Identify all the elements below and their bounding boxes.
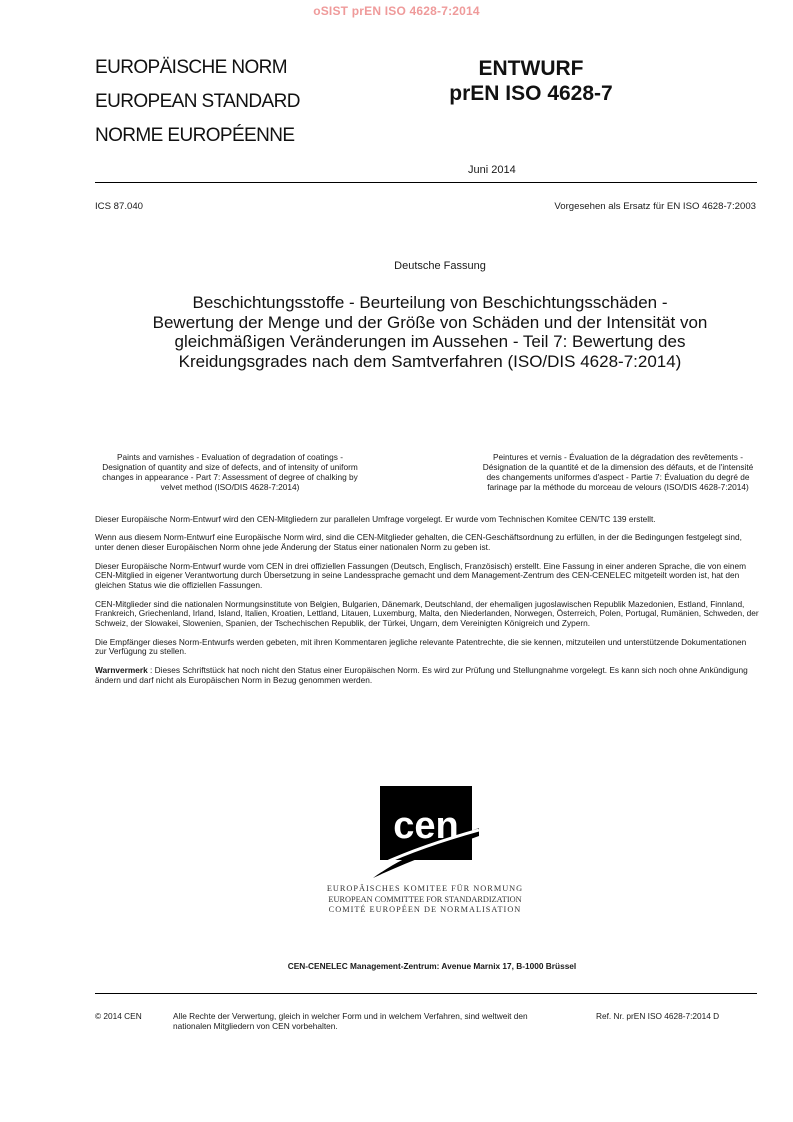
paragraph-regulations: Wenn aus diesem Norm-Entwurf eine Europäische Norm wird, sind die CEN-Mitglieder gehalten, die CEN-Geschäftsordnung zu erfüllen, in der die Bedingungen festgelegt sind, unter denen dieser Europäischen Norm ohne jede Änderung der Status einer nationalen Norm zu geben ist. xyxy=(95,532,742,553)
paragraph-enquiry: Dieser Europäische Norm-Entwurf wird den CEN-Mitgliedern zur parallelen Umfrage vorgelegt. Er wurde vom Technischen Komitee CEN/TC 139 erstellt. xyxy=(95,514,656,524)
publication-date: Juni 2014 xyxy=(468,164,516,176)
draft-number: prEN ISO 4628-7 xyxy=(449,82,613,105)
footer-divider xyxy=(95,993,757,994)
norm-label-de: EUROPÄISCHE NORM xyxy=(95,57,288,78)
committee-name-de: EUROPÄISCHES KOMITEE FÜR NORMUNG xyxy=(326,884,524,893)
notice-paragraphs xyxy=(95,515,760,694)
document-title-de: Beschichtungsstoffe - Beurteilung von Beschichtungsschäden - Bewertung der Menge und der Größe von Schäden und der Intensität von gleichmäßigen Veränderungen im Aussehen - Teil 7: Bewertung des Kreidungsgrades nach dem Samtverfahren (ISO/DIS 4628-7:2014) xyxy=(152,293,708,371)
header-divider xyxy=(95,182,757,183)
committee-name-en: EUROPEAN COMMITTEE FOR STANDARDIZATION xyxy=(328,894,522,904)
paragraph-members: CEN-Mitglieder sind die nationalen Normungsinstitute von Belgien, Bulgarien, Dänemark, Deutschland, der ehemaligen jugoslawischen Republik Mazedonien, Estland, Finnland, Frankreich, Griechenland, Irland, Island, Italien, Kroatien, Lettland, Litauen, Luxemburg, Malta, den Niederlanden, Norwegen, Österreich, Polen, Portugal, Rumänien, Schweden, der Schweiz, der Slowakei, Slowenien, Spanien, der Tschechischen Republik, der Türkei, Ungarn, dem Vereinigten Königreich und Zypern. xyxy=(95,598,759,629)
reference-number: Ref. Nr. prEN ISO 4628-7:2014 D xyxy=(596,1011,720,1021)
document-title-fr: Peintures et vernis - Évaluation de la dégradation des revêtements - Désignation de la quantité et de la dimension des défauts, et de l'intensité des changements uniformes d'aspect - Partie 7: Évaluation du degré de farinage par la méthode du morceau de velours (ISO/DIS 4628-7:2014) xyxy=(482,452,754,492)
paragraph-warning xyxy=(95,666,760,686)
cen-logo-icon xyxy=(373,786,479,878)
warning-label: Warnvermerk xyxy=(95,664,148,675)
norm-label-fr: NORME EUROPÉENNE xyxy=(95,125,295,146)
management-address: CEN-CENELEC Management-Zentrum: Avenue Marnix 17, B-1000 Brüssel xyxy=(287,961,577,971)
committee-name-fr: COMITÉ EUROPÉEN DE NORMALISATION xyxy=(328,905,522,914)
paragraph-patents: Die Empfänger dieses Norm-Entwurfs werden gebeten, mit ihren Kommentaren jegliche relevante Patentrechte, die sie kennen, mitzuteilen und unterstützende Dokumentationen zur Verfügung zu stellen. xyxy=(95,636,747,657)
paragraph-languages: Dieser Europäische Norm-Entwurf wurde vom CEN in drei offiziellen Fassungen (Deutsch, Englisch, Französisch) erstellt. Eine Fassung in einer anderen Sprache, die von einem CEN-Mitglied in eigener Verantwortung durch Übersetzung in seine Landessprache gemacht und dem Management-Zentrum des CEN-CENELEC mitgeteilt worden ist, hat den gleichen Status wie die offiziellen Fassungen. xyxy=(95,560,746,591)
committee-names xyxy=(290,884,560,916)
language-version: Deutsche Fassung xyxy=(394,260,486,272)
draft-heading xyxy=(436,56,626,106)
watermark: oSIST prEN ISO 4628-7:2014 xyxy=(313,4,480,18)
rights-notice: Alle Rechte der Verwertung, gleich in welcher Form und in welchem Verfahren, sind weltweit den nationalen Mitgliedern von CEN vorbehalten. xyxy=(173,1011,528,1032)
document-title-en: Paints and varnishes - Evaluation of degradation of coatings - Designation of quantity and size of defects, and of intensity of uniform changes in appearance - Part 7: Assessment of degree of chalking by velvet method (ISO/DIS 4628-7:2014) xyxy=(102,452,358,492)
copyright: © 2014 CEN xyxy=(95,1011,142,1021)
replaces-note: Vorgesehen als Ersatz für EN ISO 4628-7:2003 xyxy=(554,201,756,212)
norm-label-en: EUROPEAN STANDARD xyxy=(95,91,300,112)
ics-code: ICS 87.040 xyxy=(95,201,144,212)
svg-text:cen: cen xyxy=(393,805,459,847)
draft-label: ENTWURF xyxy=(478,57,584,80)
warning-text: : Dieses Schriftstück hat noch nicht den Status einer Europäischen Norm. Es wird zur Prüfung und Stellungnahme vorgelegt. Es kann sich noch ohne Ankündigung ändern und darf nicht als Europäischen Norm in Bezug genommen werden. xyxy=(95,664,748,685)
